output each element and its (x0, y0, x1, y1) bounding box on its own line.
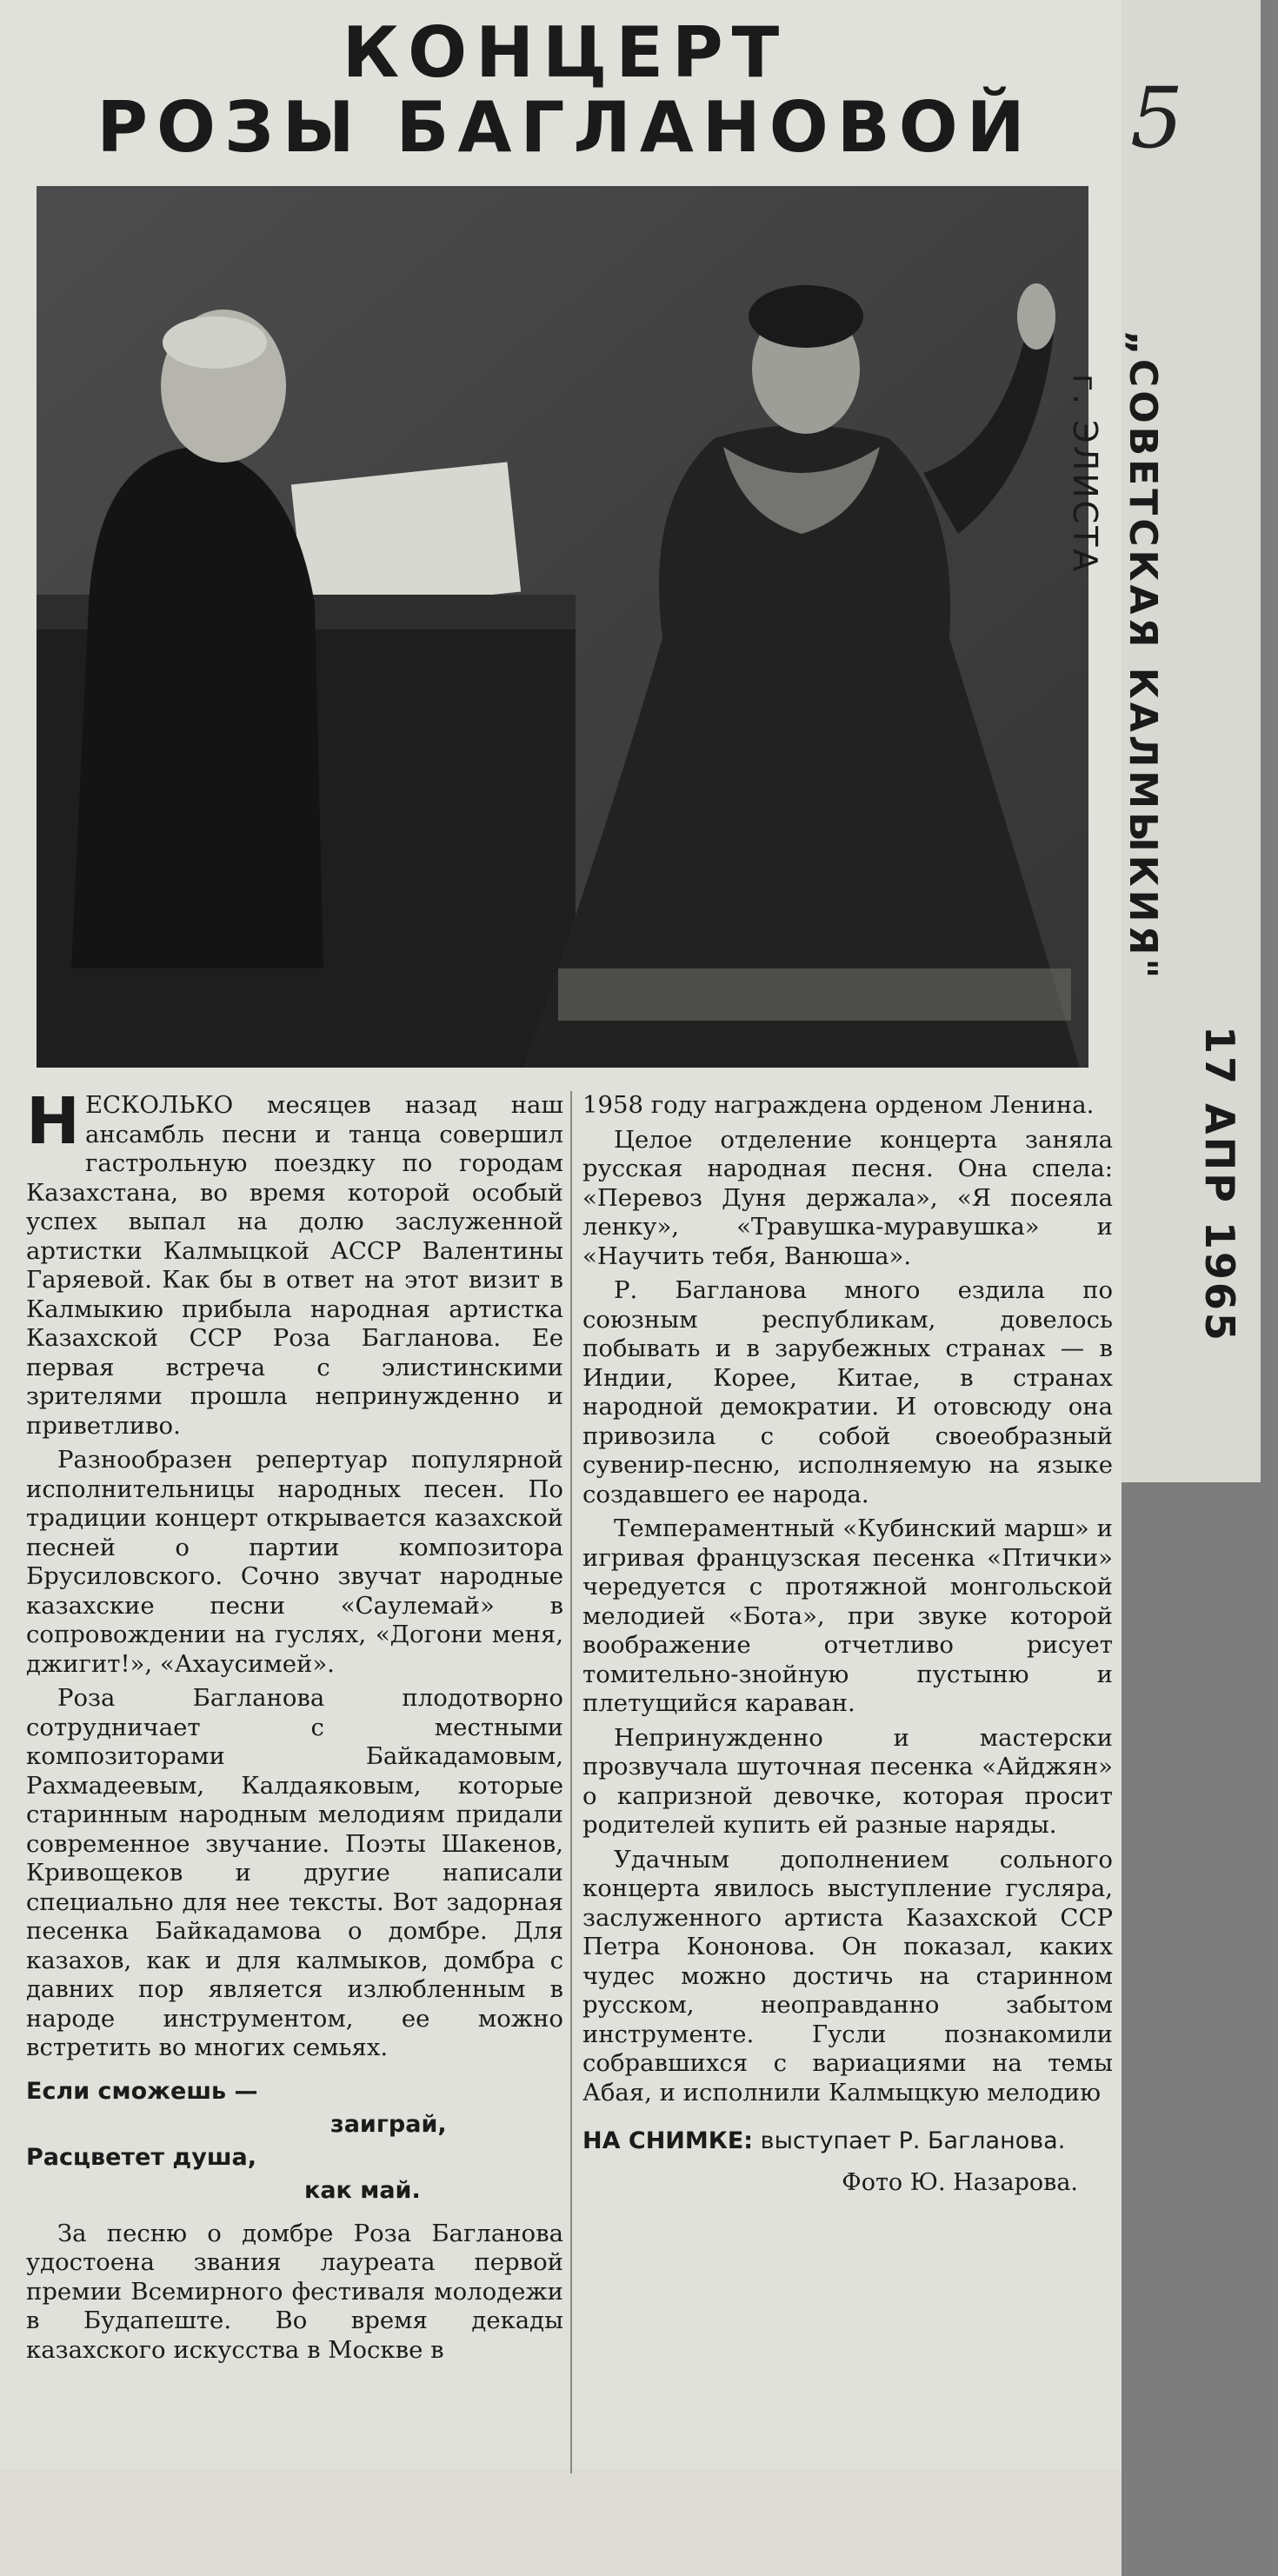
singer-with-accompanist-photo (37, 186, 1088, 1068)
song-verse (26, 2075, 563, 2207)
pianist-body (71, 447, 323, 968)
paragraph: Темпераментный «Кубинский марш» и игривая французская песенка «Птички» чередуется с протяжной монгольской мелодией «Бота», при звуке которой воображение отчетливо рисует томительно-знойную пустыню и плетущийся караван. (582, 1514, 1113, 1717)
article-column-2 (582, 1091, 1113, 2198)
column-divider (570, 1091, 572, 2473)
caption-label: НА СНИМКЕ: (582, 2127, 754, 2154)
paragraph: Непринужденно и мастерски прозвучала шуточная песенка «Айджян» о капризной девочке, которая просит родителей купить ей разные наряды. (582, 1723, 1113, 1839)
paragraph: Удачным дополнением сольного концерта явилось выступление гусляра, заслуженного артиста Казахской ССР Петра Кононова. Он показал, каких чудес можно достичь на старинном русском, неоправданно забытом инструменте. Гусли познакомили собравшихся с вариациями на темы Абая, и исполнили Калмыцкую мелодию (582, 1845, 1113, 2107)
caption-text: выступает Р. Багланова. (753, 2127, 1066, 2154)
paragraph: Целое отделение концерта заняла русская народная песня. Она спела: «Перевоз Дуня держала», «Я посеяла ленку», «Травушка-муравушка» и «Научить тебя, Ванюша». (582, 1125, 1113, 1270)
verse-line: как май. (304, 2176, 421, 2204)
verse-line: Если сможешь — (26, 2077, 258, 2105)
article-photo (37, 186, 1088, 1068)
drop-cap: Н (26, 1084, 80, 1159)
newspaper-city: г. ЭЛИСТА (1066, 374, 1104, 575)
paragraph: За песню о домбре Роза Багланова удостоена звания лауреата первой премии Всемирного фестиваля молодежи в Будапеште. Во время декады казахского искусства в Москве в (26, 2219, 563, 2364)
verse-line: заиграй, (330, 2110, 447, 2138)
photo-credit: Фото Ю. Назарова. (842, 2169, 1078, 2196)
paragraph: Роза Багланова плодотворно сотрудничает с местными композиторами Байкадамовым, Рахмадеевым, Калдаяковым, которые старинным народным мелодиям придали современное звучание. Поэты Шакенов, Кривощеков и другие написали специально для нее тексты. Вот задорная песенка Байкадамова о домбре. Для казахов, как и для калмыков, домбра с давних пор является излюбленным в народе инструментом, ее можно встретить во многих семьях. (26, 1684, 563, 2061)
handwritten-mark: 5 (1130, 70, 1184, 167)
headline-line-2: РОЗЫ БАГЛАНОВОЙ (97, 87, 1034, 168)
music-stand (291, 462, 521, 614)
date-stamp: 17 АПР 1965 (1196, 1026, 1243, 1343)
verse-line: Расцветет душа, (26, 2143, 256, 2171)
paragraph: НЕСКОЛЬКО месяцев назад наш ансамбль песни и танца совершил гастрольную поездку по городам Казахстана, во время которой особый успех выпал на долю заслуженной артистки Калмыцкой АССР Валентины Гаряевой. Как бы в ответ на этот визит в Калмыкию прибыла народная артистка Казахской ССР Роза Багланова. Ее первая встреча с элистинскими зрителями прошла непринужденно и приветливо. (26, 1084, 563, 1440)
photo-caption (582, 2127, 1113, 2156)
clipping-lower-strip (0, 2469, 1122, 2576)
paragraph: 1958 году награждена орденом Ленина. (582, 1091, 1095, 1119)
headline (35, 12, 1095, 168)
headline-line-1: КОНЦЕРТ (342, 12, 789, 93)
paragraph: Разнообразен репертуар популярной исполнительницы народных песен. По традиции концерт открывается казахской песней о партии композитора Брусиловского. Сочно звучат народные казахские песни «Саулемай» в сопровождении на гуслях, «Догони меня, джигит!», «Ахаусимей». (26, 1446, 563, 1678)
paragraph: Р. Багланова много ездила по союзным республикам, довелось побывать и в зарубежных странах — в Индии, Корее, Китае, в странах народной демократии. И отовсюду она привозила с собой своеобразный сувенир-песню, исполняемую на языке создавшего ее народа. (582, 1276, 1113, 1508)
article-column-1 (26, 1084, 563, 2370)
newspaper-masthead: „СОВЕТСКАЯ КАЛМЫКИЯ" (1121, 330, 1165, 982)
